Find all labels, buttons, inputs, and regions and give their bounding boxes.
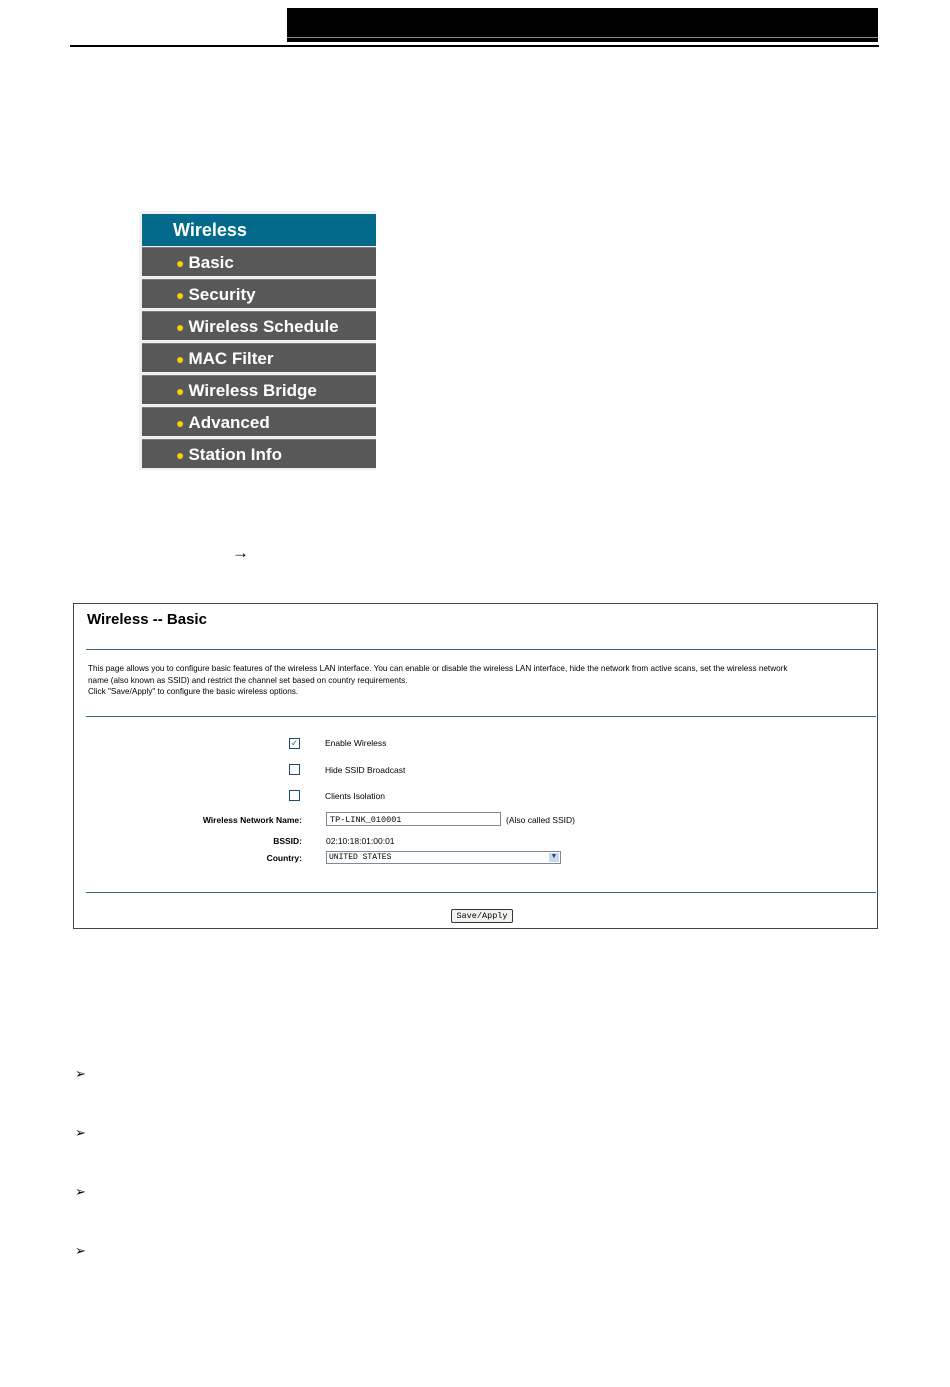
country-select-value: UNITED STATES [329, 853, 392, 862]
menu-item-label: MAC Filter [188, 349, 274, 368]
save-apply-button[interactable]: Save/Apply [451, 909, 513, 923]
bullet-arrow-icon: ➢ [75, 1066, 86, 1081]
menu-item-label: Station Info [188, 445, 282, 464]
bssid-value: 02:10:18:01:00:01 [326, 836, 395, 846]
header-rule [70, 45, 879, 47]
country-select[interactable] [326, 851, 561, 864]
page-title: Wireless -- Basic [87, 611, 207, 628]
menu-header-wireless[interactable]: Wireless [142, 214, 376, 246]
menu-item-station-info[interactable] [142, 439, 376, 468]
bullet-arrow-icon: ➢ [75, 1243, 86, 1258]
wireless-basic-panel [73, 603, 878, 929]
bullet-dot-icon: ● [176, 287, 185, 303]
arrow-right-icon: → [232, 543, 249, 562]
menu-item-basic[interactable] [142, 247, 376, 276]
bullet-dot-icon: ● [176, 383, 185, 399]
country-label: Country: [266, 853, 302, 863]
bullet-arrow-icon: ➢ [75, 1125, 86, 1140]
ssid-hint: (Also called SSID) [506, 815, 575, 825]
description-line: Click "Save/Apply" to configure the basic wireless options. [88, 687, 299, 696]
divider [86, 649, 876, 650]
clients-isolation-checkbox[interactable] [289, 790, 300, 801]
header-bar-line [287, 37, 878, 38]
ssid-label: Wireless Network Name: [202, 815, 302, 825]
menu-item-advanced[interactable] [142, 407, 376, 436]
hide-ssid-broadcast-checkbox[interactable] [289, 764, 300, 775]
divider [86, 892, 876, 893]
bullet-dot-icon: ● [176, 255, 185, 271]
description-line: name (also known as SSID) and restrict the channel set based on country requirements. [88, 675, 408, 685]
ssid-input[interactable]: TP-LINK_010001 [326, 812, 501, 826]
menu-item-wireless-schedule[interactable] [142, 311, 376, 340]
description-line: This page allows you to configure basic features of the wireless LAN interface. You can enable or disable the wireless LAN interface, hide the network from active scans, set the wireless network [88, 664, 788, 673]
menu-item-label: Basic [188, 253, 234, 272]
bullet-dot-icon: ● [176, 351, 185, 367]
clients-isolation-label: Clients Isolation [325, 791, 386, 801]
bullet-arrow-icon: ➢ [75, 1184, 86, 1199]
menu-item-wireless-bridge[interactable] [142, 375, 376, 404]
hide-ssid-broadcast-label: Hide SSID Broadcast [325, 765, 406, 775]
bullet-dot-icon: ● [176, 415, 185, 431]
page-description [88, 663, 868, 698]
menu-item-mac-filter[interactable] [142, 343, 376, 372]
menu-item-security[interactable] [142, 279, 376, 308]
divider [86, 716, 876, 717]
menu-item-label: Advanced [188, 413, 270, 432]
bullet-dot-icon: ● [176, 447, 185, 463]
menu-item-label: Wireless Schedule [188, 317, 339, 336]
enable-wireless-label: Enable Wireless [325, 738, 387, 748]
bullet-dot-icon: ● [176, 319, 185, 335]
menu-item-label: Security [188, 285, 256, 304]
wireless-menu [139, 211, 376, 470]
chevron-down-icon[interactable]: ▼ [549, 853, 559, 862]
enable-wireless-checkbox[interactable]: ✓ [290, 738, 299, 748]
menu-item-label: Wireless Bridge [188, 381, 317, 400]
bssid-label: BSSID: [273, 836, 302, 846]
